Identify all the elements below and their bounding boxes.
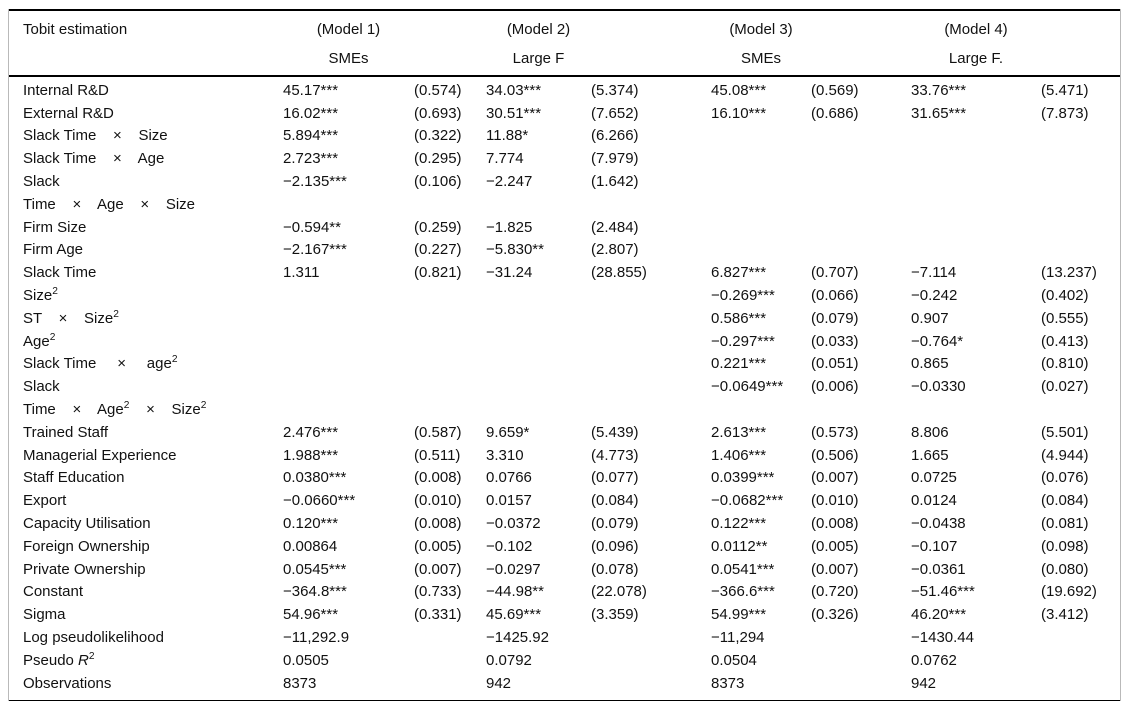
- table-row: [9, 512, 1120, 535]
- cell-coefficient: −5.830**: [486, 241, 544, 259]
- row-label: Observations: [23, 674, 112, 692]
- cell-coefficient: −0.0297: [486, 560, 541, 578]
- cell-coefficient: −0.297***: [711, 332, 775, 350]
- cell-coefficient: −366.6***: [711, 583, 775, 601]
- cell-coefficient: −2.135***: [283, 173, 347, 191]
- cell-coefficient: −0.0438: [911, 515, 966, 533]
- row-label: Slack Time: [23, 264, 97, 282]
- model-1-header: (Model 1): [316, 21, 381, 38]
- cell-coefficient: 0.0766: [486, 469, 532, 487]
- cell-coefficient: 0.0112**: [711, 537, 768, 555]
- cell-coefficient: 8373: [711, 674, 745, 692]
- cell-coefficient: −0.0660***: [283, 492, 356, 510]
- row-label: Slack Time × age$^2$: [23, 354, 178, 373]
- table-title: Tobit estimation: [23, 21, 128, 38]
- cell-coefficient: 2.613***: [711, 423, 767, 441]
- cell-coefficient: 46.20***: [911, 606, 967, 624]
- cell-standard-error: (0.084): [1041, 492, 1089, 510]
- row-label: Trained Staff: [23, 423, 109, 441]
- cell-standard-error: (0.331): [414, 606, 462, 624]
- table-row: [9, 102, 1120, 125]
- cell-coefficient: 45.08***: [711, 81, 767, 99]
- cell-coefficient: 0.00864: [283, 537, 338, 555]
- cell-standard-error: (4.773): [591, 446, 639, 464]
- cell-standard-error: (0.008): [414, 515, 462, 533]
- cell-standard-error: (5.374): [591, 81, 639, 99]
- cell-coefficient: −0.0682***: [711, 492, 784, 510]
- table-row: [9, 284, 1120, 307]
- cell-standard-error: (0.574): [414, 81, 462, 99]
- row-label: Firm Size: [23, 218, 87, 236]
- cell-standard-error: (0.326): [811, 606, 859, 624]
- cell-standard-error: (0.322): [414, 127, 462, 145]
- cell-coefficient: −364.8***: [283, 583, 347, 601]
- cell-coefficient: 34.03***: [486, 81, 542, 99]
- row-label: Sigma: [23, 606, 66, 624]
- cell-standard-error: (0.227): [414, 241, 462, 259]
- cell-standard-error: (0.005): [414, 537, 462, 555]
- cell-coefficient: 0.865: [911, 355, 949, 373]
- cell-coefficient: −0.102: [486, 537, 533, 555]
- cell-coefficient: 11.88*: [486, 127, 529, 145]
- model-3-group-label: SMEs: [740, 50, 781, 67]
- cell-standard-error: (0.066): [811, 287, 859, 305]
- cell-standard-error: (4.944): [1041, 446, 1089, 464]
- cell-standard-error: (0.810): [1041, 355, 1089, 373]
- cell-standard-error: (0.007): [811, 560, 859, 578]
- cell-coefficient: 5.894***: [283, 127, 339, 145]
- cell-standard-error: (0.078): [591, 560, 639, 578]
- table-row: [9, 170, 1120, 193]
- cell-coefficient: −2.167***: [283, 241, 347, 259]
- cell-coefficient: 31.65***: [911, 104, 967, 122]
- table-row: [9, 330, 1120, 353]
- row-label: Slack Time × Size: [23, 127, 168, 145]
- row-label: Private Ownership: [23, 560, 146, 578]
- row-label: Log pseudolikelihood: [23, 629, 164, 647]
- cell-coefficient: 0.0124: [911, 492, 957, 510]
- cell-coefficient: 54.99***: [711, 606, 767, 624]
- model-1-group-label: SMEs: [328, 50, 369, 67]
- cell-coefficient: −0.107: [911, 537, 958, 555]
- cell-standard-error: (6.266): [591, 127, 639, 145]
- cell-standard-error: (7.652): [591, 104, 639, 122]
- table-row: [9, 535, 1120, 558]
- table-row: [9, 626, 1120, 649]
- row-label: Slack: [23, 173, 60, 191]
- cell-coefficient: −2.247: [486, 173, 533, 191]
- cell-standard-error: (0.686): [811, 104, 859, 122]
- table-row: [9, 444, 1120, 467]
- model-3-header: (Model 3): [729, 21, 793, 38]
- cell-standard-error: (0.027): [1041, 378, 1089, 396]
- row-label: Constant: [23, 583, 84, 601]
- table-row: [9, 375, 1120, 398]
- table-row: [9, 603, 1120, 626]
- cell-standard-error: (0.005): [811, 537, 859, 555]
- model-4-group-label: Large F.: [948, 50, 1004, 67]
- cell-standard-error: (5.501): [1041, 423, 1089, 441]
- cell-coefficient: 0.0399***: [711, 469, 775, 487]
- model-2-header: (Model 2): [506, 21, 571, 38]
- table-row: [9, 467, 1120, 490]
- cell-standard-error: (0.008): [414, 469, 462, 487]
- table-row: [9, 147, 1120, 170]
- table-row: [9, 398, 1120, 421]
- row-label: Pseudo $R^2$: [23, 650, 95, 669]
- cell-standard-error: (3.412): [1041, 606, 1089, 624]
- cell-standard-error: (0.402): [1041, 287, 1089, 305]
- cell-coefficient: −1430.44: [911, 629, 974, 647]
- cell-standard-error: (19.692): [1041, 583, 1097, 601]
- table-row: [9, 239, 1120, 262]
- cell-coefficient: −0.0372: [486, 515, 541, 533]
- cell-standard-error: (0.587): [414, 423, 462, 441]
- cell-coefficient: 942: [486, 674, 512, 692]
- cell-coefficient: −7.114: [911, 264, 957, 282]
- cell-coefficient: −51.46***: [911, 583, 975, 601]
- cell-coefficient: −31.24: [486, 264, 533, 282]
- cell-coefficient: 16.10***: [711, 104, 767, 122]
- cell-standard-error: (5.471): [1041, 81, 1089, 99]
- table-header-row-models: [9, 15, 1120, 44]
- cell-standard-error: (0.096): [591, 537, 639, 555]
- cell-coefficient: 0.221***: [711, 355, 767, 373]
- cell-coefficient: 0.0762: [911, 651, 957, 669]
- cell-coefficient: −1.825: [486, 218, 533, 236]
- table-row: [9, 581, 1120, 604]
- cell-coefficient: 45.69***: [486, 606, 542, 624]
- cell-standard-error: (0.079): [591, 515, 639, 533]
- cell-coefficient: −11,294: [711, 629, 765, 647]
- row-label: Time × Age$^2$ × Size$^2$: [23, 400, 207, 419]
- cell-coefficient: 0.586***: [711, 309, 767, 327]
- table-row: [9, 216, 1120, 239]
- row-label: ST × Size$^2$: [23, 308, 119, 327]
- cell-standard-error: (0.098): [1041, 537, 1089, 555]
- cell-coefficient: 0.0792: [486, 651, 532, 669]
- row-label: Slack: [23, 378, 60, 396]
- cell-standard-error: (0.007): [811, 469, 859, 487]
- cell-coefficient: −0.269***: [711, 287, 775, 305]
- cell-standard-error: (2.484): [591, 218, 639, 236]
- cell-standard-error: (22.078): [591, 583, 647, 601]
- cell-standard-error: (0.077): [591, 469, 639, 487]
- cell-coefficient: 54.96***: [283, 606, 339, 624]
- cell-standard-error: (0.080): [1041, 560, 1089, 578]
- table-row: [9, 489, 1120, 512]
- cell-coefficient: −0.764*: [911, 332, 964, 350]
- table-row: [9, 649, 1120, 672]
- table-row: [9, 261, 1120, 284]
- row-label: Age$^2$: [23, 331, 56, 350]
- cell-standard-error: (7.873): [1041, 104, 1089, 122]
- cell-standard-error: (0.007): [414, 560, 462, 578]
- cell-coefficient: 6.827***: [711, 264, 767, 282]
- model-4-header: (Model 4): [944, 21, 1008, 38]
- cell-coefficient: 1.406***: [711, 446, 767, 464]
- cell-standard-error: (0.821): [414, 264, 462, 282]
- cell-coefficient: 1.311: [283, 264, 320, 282]
- table-body: [9, 77, 1120, 700]
- cell-standard-error: (0.720): [811, 583, 859, 601]
- row-label: Staff Education: [23, 469, 125, 487]
- cell-standard-error: (1.642): [591, 173, 639, 191]
- table-row: [9, 307, 1120, 330]
- cell-standard-error: (0.076): [1041, 469, 1089, 487]
- cell-coefficient: 0.907: [911, 309, 949, 327]
- model-2-group-label: Large F: [512, 50, 565, 67]
- cell-standard-error: (0.033): [811, 332, 859, 350]
- table-header-row-groups: [9, 44, 1120, 73]
- cell-standard-error: (0.006): [811, 378, 859, 396]
- cell-standard-error: (0.010): [414, 492, 462, 510]
- cell-coefficient: 942: [911, 674, 937, 692]
- cell-standard-error: (0.079): [811, 309, 859, 327]
- cell-coefficient: −0.0361: [911, 560, 966, 578]
- table-row: [9, 353, 1120, 376]
- table-bottom-rule: [9, 700, 1120, 701]
- cell-standard-error: (0.295): [414, 150, 462, 168]
- row-label: Firm Age: [23, 241, 84, 259]
- cell-coefficient: 9.659*: [486, 423, 530, 441]
- table-row: [9, 125, 1120, 148]
- table-row: [9, 79, 1120, 102]
- cell-coefficient: −44.98**: [486, 583, 544, 601]
- regression-table: [8, 9, 1121, 701]
- cell-standard-error: (0.259): [414, 218, 462, 236]
- cell-standard-error: (5.439): [591, 423, 639, 441]
- cell-coefficient: 0.0541***: [711, 560, 775, 578]
- cell-coefficient: −1425.92: [486, 629, 549, 647]
- cell-coefficient: 8373: [283, 674, 317, 692]
- cell-coefficient: −0.594**: [283, 218, 341, 236]
- cell-standard-error: (0.573): [811, 423, 859, 441]
- cell-standard-error: (0.084): [591, 492, 639, 510]
- cell-coefficient: 0.0505: [283, 651, 329, 669]
- cell-standard-error: (0.555): [1041, 309, 1089, 327]
- cell-coefficient: 1.665: [911, 446, 949, 464]
- row-label: Capacity Utilisation: [23, 515, 151, 533]
- cell-coefficient: 2.476***: [283, 423, 339, 441]
- row-label: Internal R&D: [23, 81, 109, 99]
- table-row: [9, 193, 1120, 216]
- cell-standard-error: (0.106): [414, 173, 462, 191]
- cell-coefficient: 0.0157: [486, 492, 532, 510]
- table-row: [9, 672, 1120, 695]
- cell-standard-error: (2.807): [591, 241, 639, 259]
- cell-standard-error: (0.010): [811, 492, 859, 510]
- cell-standard-error: (7.979): [591, 150, 639, 168]
- cell-coefficient: 8.806: [911, 423, 949, 441]
- row-label: Managerial Experience: [23, 446, 177, 464]
- cell-coefficient: 1.988***: [283, 446, 339, 464]
- cell-standard-error: (0.569): [811, 81, 859, 99]
- cell-coefficient: 45.17***: [283, 81, 339, 99]
- cell-coefficient: 7.774: [486, 150, 524, 168]
- cell-standard-error: (28.855): [591, 264, 647, 282]
- row-label: Export: [23, 492, 67, 510]
- cell-standard-error: (0.051): [811, 355, 859, 373]
- table-row: [9, 558, 1120, 581]
- cell-coefficient: 2.723***: [283, 150, 339, 168]
- row-label: External R&D: [23, 104, 114, 122]
- cell-coefficient: 0.0725: [911, 469, 957, 487]
- cell-standard-error: (0.081): [1041, 515, 1089, 533]
- row-label: Slack Time × Age: [23, 150, 165, 168]
- row-label: Time × Age × Size: [23, 195, 196, 213]
- cell-coefficient: 33.76***: [911, 81, 967, 99]
- cell-standard-error: (0.707): [811, 264, 859, 282]
- cell-coefficient: 0.122***: [711, 515, 767, 533]
- cell-coefficient: 0.120***: [283, 515, 339, 533]
- cell-coefficient: 3.310: [486, 446, 524, 464]
- cell-standard-error: (0.413): [1041, 332, 1089, 350]
- row-label: Foreign Ownership: [23, 537, 150, 555]
- cell-coefficient: 0.0504: [711, 651, 757, 669]
- cell-standard-error: (0.693): [414, 104, 462, 122]
- cell-standard-error: (13.237): [1041, 264, 1097, 282]
- cell-coefficient: 30.51***: [486, 104, 542, 122]
- cell-coefficient: 0.0545***: [283, 560, 347, 578]
- cell-coefficient: −0.0649***: [711, 378, 784, 396]
- table-row: [9, 421, 1120, 444]
- cell-standard-error: (0.733): [414, 583, 462, 601]
- cell-coefficient: 0.0380***: [283, 469, 347, 487]
- cell-coefficient: −0.242: [911, 287, 958, 305]
- cell-coefficient: 16.02***: [283, 104, 339, 122]
- cell-coefficient: −11,292.9: [283, 629, 350, 647]
- table-header: [9, 11, 1120, 75]
- cell-standard-error: (0.506): [811, 446, 859, 464]
- cell-standard-error: (0.511): [414, 446, 461, 464]
- cell-standard-error: (0.008): [811, 515, 859, 533]
- cell-coefficient: −0.0330: [911, 378, 966, 396]
- cell-standard-error: (3.359): [591, 606, 639, 624]
- row-label: Size$^2$: [23, 286, 58, 305]
